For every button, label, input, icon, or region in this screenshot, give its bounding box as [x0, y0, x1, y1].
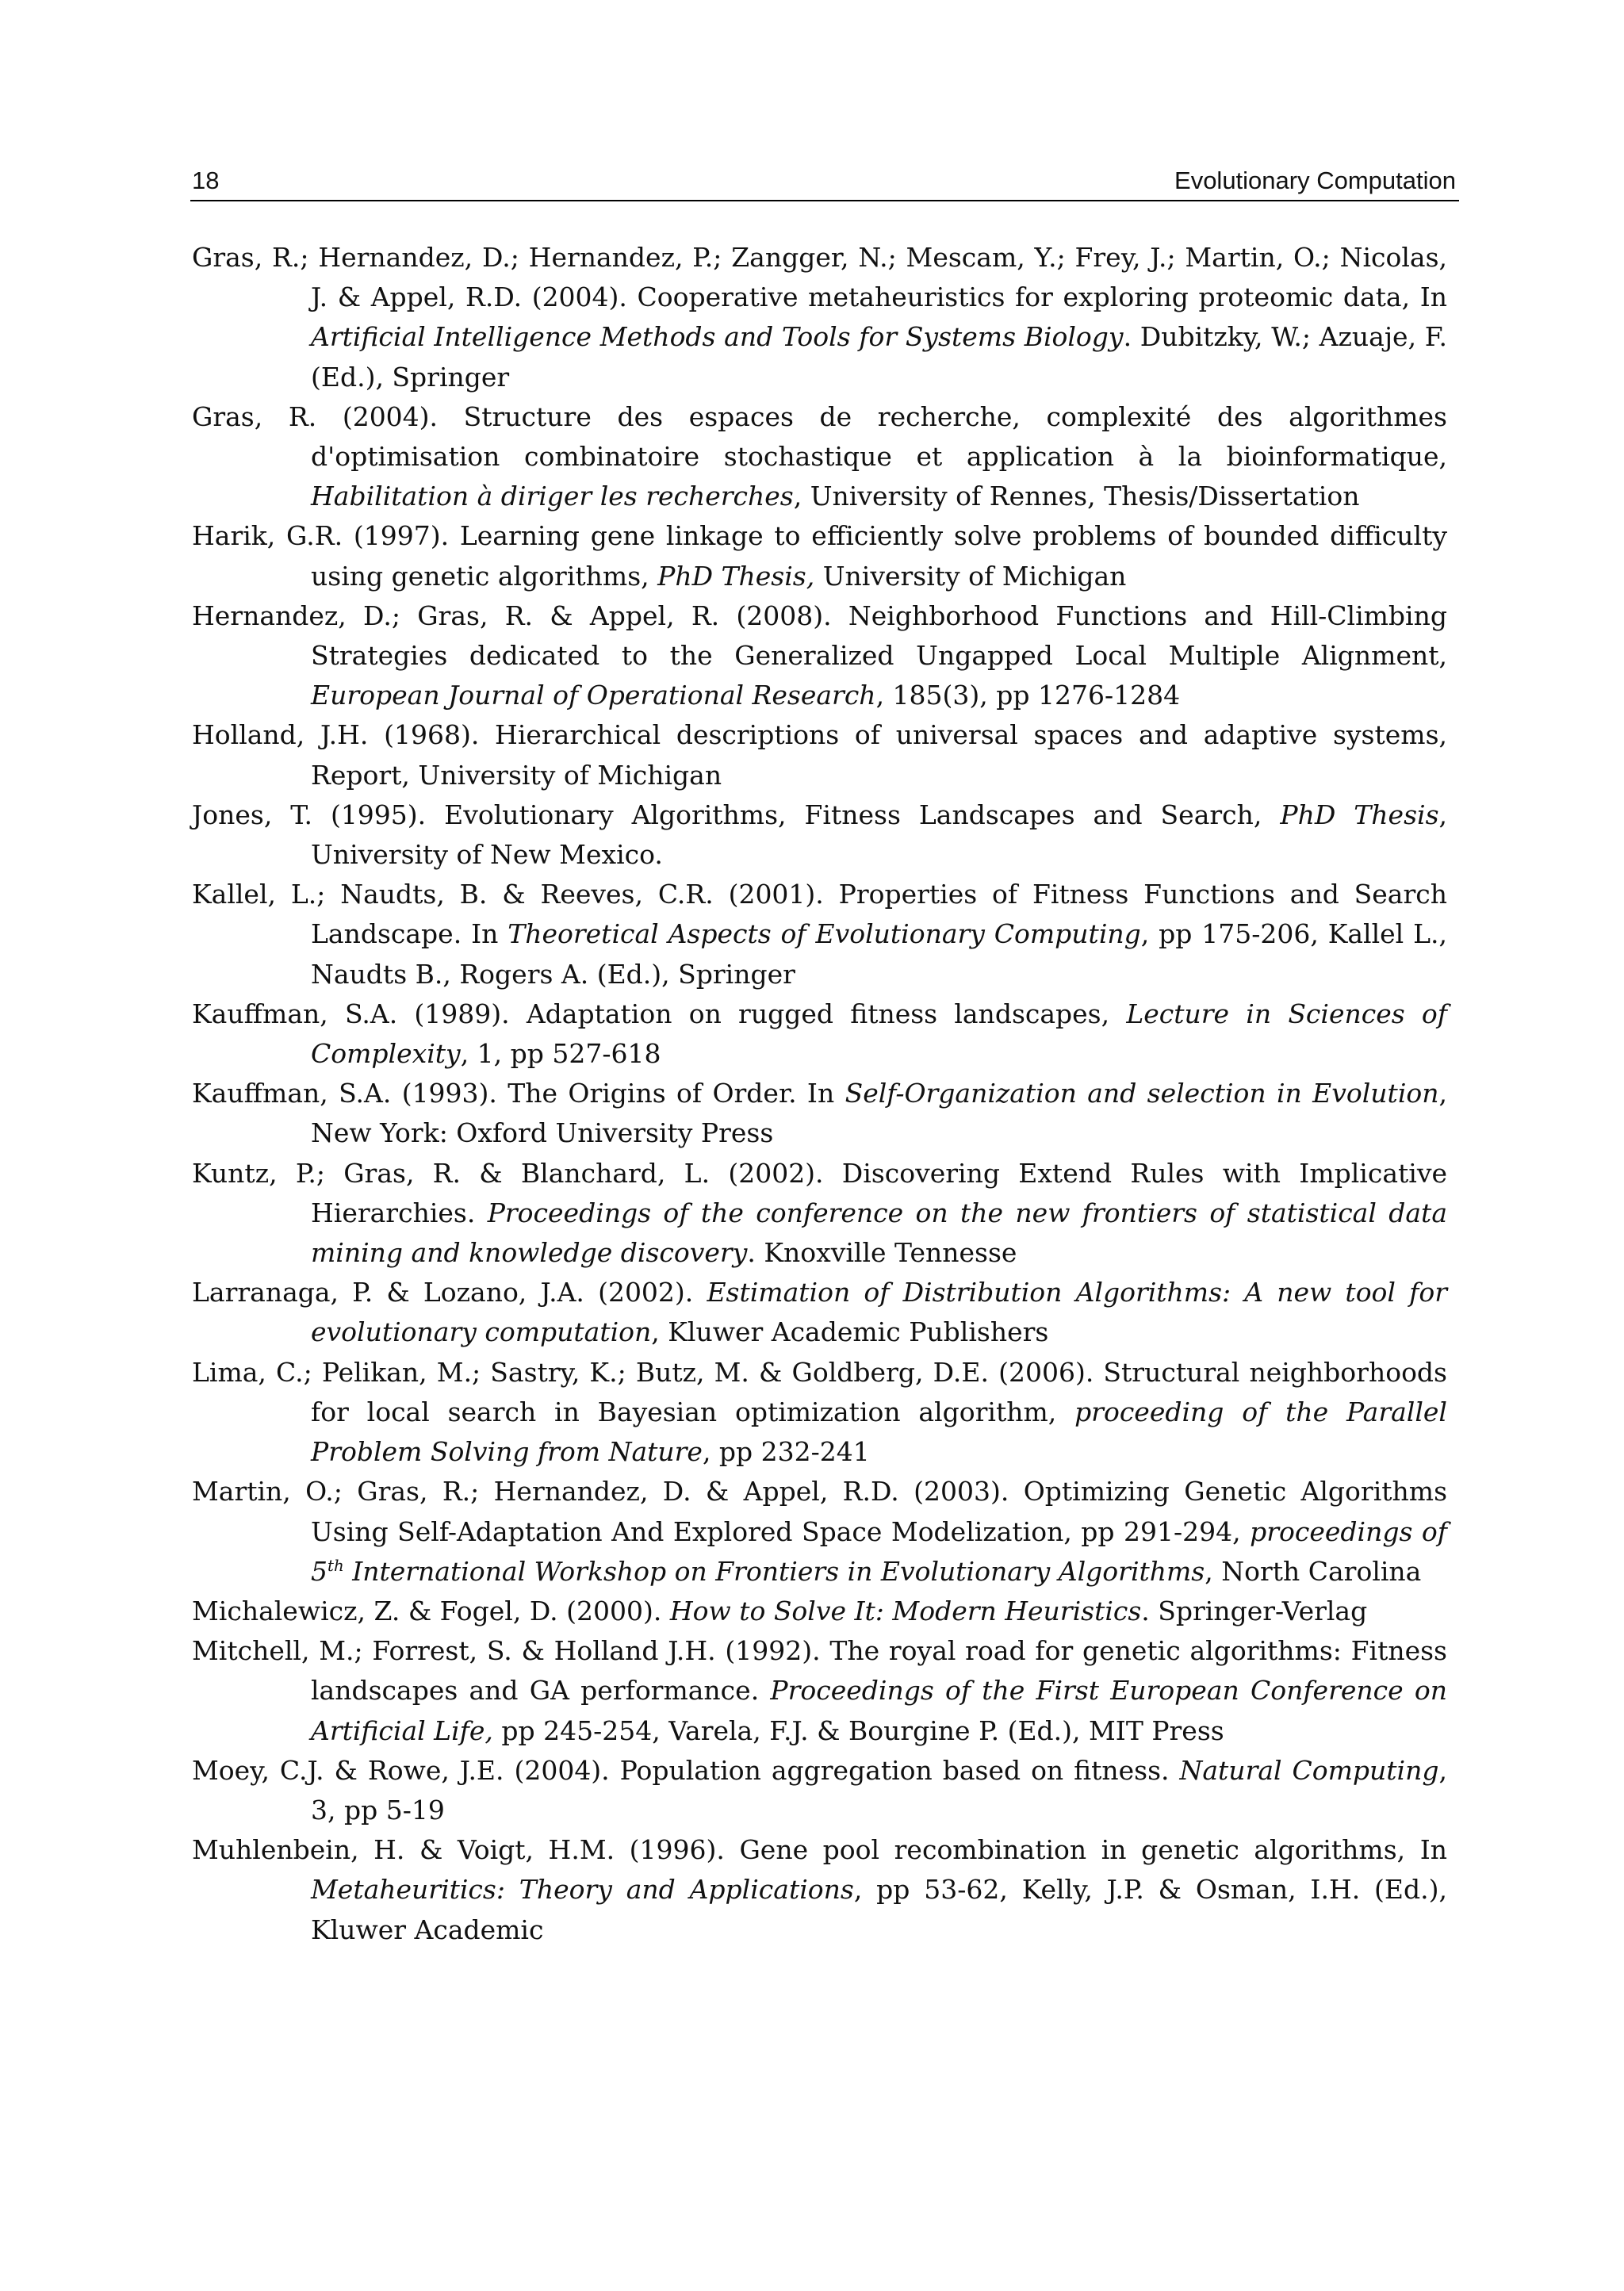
page-header — [190, 163, 1459, 201]
reference-italic-text: Habilitation à diriger les recherches — [311, 481, 794, 512]
reference-text: , New York: Oxford University Press — [311, 1078, 1447, 1149]
reference-text: , 1, pp 527-618 — [460, 1038, 661, 1070]
reference-text: , University of Rennes, Thesis/Dissertation — [793, 481, 1360, 512]
reference-text: , pp 232-241 — [702, 1436, 870, 1468]
reference-text: Moey, C.J. & Rowe, J.E. (2004). Population aggregation based on fitness. — [192, 1754, 1180, 1786]
reference-text: , 3, pp 5-19 — [311, 1754, 1447, 1826]
reference-entry — [192, 1830, 1447, 1950]
reference-entry — [192, 1353, 1447, 1473]
reference-entry — [192, 1154, 1447, 1274]
reference-text: , pp 53-62, Kelly, J.P. & Osman, I.H. (Ed.), Kluwer Academic — [311, 1874, 1447, 1945]
reference-text: Kuntz, P.; Gras, R. & Blanchard, L. (2002). Discovering Extend Rules with Implicative Hierarchies. — [192, 1157, 1447, 1228]
reference-italic-text: Artificial Intelligence Methods and Tools for Systems Biology — [311, 321, 1124, 353]
reference-entry — [192, 875, 1447, 994]
reference-text: Holland, J.H. (1968). Hierarchical descriptions of universal spaces and adaptive systems, Report, University of Michigan — [192, 719, 1447, 791]
reference-entry — [192, 1592, 1447, 1631]
reference-italic-text: PhD Thesis, — [657, 560, 815, 592]
reference-text: Martin, O.; Gras, R.; Hernandez, D. & Appel, R.D. (2003). Optimizing Genetic Algorithms Using Self-Adaptation And Explored Space Modelization, pp 291-294, — [192, 1476, 1447, 1547]
reference-text: Michalewicz, Z. & Fogel, D. (2000). — [192, 1595, 670, 1626]
reference-italic-text: Proceedings of the conference on the new frontiers of statistical data mining and knowledge discovery — [311, 1197, 1447, 1269]
reference-text: University of Michigan — [814, 560, 1127, 592]
reference-text: Gras, R.; Hernandez, D.; Hernandez, P.; Zangger, N.; Mescam, Y.; Frey, J.; Martin, O.; Nicolas, J. & Appel, R.D. (2004). Cooperative metaheuristics for exploring proteomic data, In — [192, 242, 1447, 313]
reference-italic-text: Proceedings of the First European Conference on Artificial Life, — [311, 1675, 1447, 1746]
reference-text: . Springer-Verlag — [1141, 1595, 1368, 1626]
running-title: Evolutionary Computation — [1174, 167, 1456, 194]
reference-entry — [192, 397, 1447, 517]
reference-italic-text: European Journal of Operational Research — [311, 680, 876, 711]
reference-italic-text: International Workshop on Frontiers in Evolutionary Algorithms — [343, 1555, 1205, 1587]
reference-text: Lima, C.; Pelikan, M.; Sastry, K.; Butz, M. & Goldberg, D.E. (2006). Structural neighborhoods for local search in Bayesian optimization algorithm, — [192, 1356, 1447, 1427]
reference-text: , pp 175-206, Kallel L., Naudts B., Rogers A. (Ed.), Springer — [311, 918, 1447, 990]
reference-text: Kauffman, S.A. (1989). Adaptation on rugged fitness landscapes, — [192, 998, 1127, 1029]
reference-italic-text — [327, 1557, 344, 1575]
reference-text: Larranaga, P. & Lozano, J.A. (2002). — [192, 1277, 707, 1308]
reference-italic-text: proceedings of 5 — [311, 1515, 1447, 1587]
reference-entry — [192, 238, 1447, 397]
reference-list — [192, 238, 1447, 1950]
reference-text: Harik, G.R. (1997). Learning gene linkage to efficiently solve problems of bounded difficulty using genetic algorithms, — [192, 520, 1447, 592]
reference-italic-text: Natural Computing — [1179, 1754, 1439, 1786]
reference-text: Gras, R. (2004). Structure des espaces de recherche, complexité des algorithmes d'optimisation combinatoire stochastique et application à la bioinformatique, — [192, 400, 1447, 473]
reference-text: Muhlenbein, H. & Voigt, H.M. (1996). Gene pool recombination in genetic algorithms, In — [192, 1834, 1447, 1866]
reference-text: Kallel, L.; Naudts, B. & Reeves, C.R. (2001). Properties of Fitness Functions and Search Landscape. In — [192, 879, 1447, 950]
reference-text: Mitchell, M.; Forrest, S. & Holland J.H. (1992). The royal road for genetic algorithms: Fitness landscapes and GA performance. — [192, 1635, 1447, 1707]
reference-text: . Dubitzky, W.; Azuaje, F. (Ed.), Springer — [311, 321, 1447, 393]
reference-entry — [192, 516, 1447, 596]
reference-italic-text: Self-Organization and selection in Evolution — [845, 1078, 1439, 1109]
reference-text: pp 245-254, Varela, F.J. & Bourgine P. (Ed.), MIT Press — [492, 1714, 1224, 1746]
reference-italic-text: Metaheuritics: Theory and Applications — [311, 1874, 854, 1906]
reference-italic-text: How to Solve It: Modern Heuristics — [669, 1595, 1142, 1626]
reference-text: , University of New Mexico. — [311, 799, 1448, 871]
reference-entry — [192, 1631, 1447, 1751]
reference-text: Hernandez, D.; Gras, R. & Appel, R. (2008). Neighborhood Functions and Hill-Climbing Strategies dedicated to the Generalized Ungapped Local Multiple Alignment, — [192, 600, 1447, 672]
reference-italic-text: Theoretical Aspects of Evolutionary Computing — [508, 918, 1141, 950]
reference-entry — [192, 1074, 1447, 1153]
reference-text: , 185(3), pp 1276-1284 — [875, 680, 1181, 711]
reference-text: , North Carolina — [1205, 1555, 1422, 1587]
reference-entry — [192, 994, 1447, 1074]
reference-italic-text: Estimation of Distribution Algorithms: A new tool for evolutionary computation — [311, 1277, 1447, 1348]
page-number: 18 — [192, 167, 220, 194]
reference-text: Kauffman, S.A. (1993). The Origins of Order. In — [192, 1078, 845, 1109]
reference-italic-text: proceeding of the Parallel Problem Solving from Nature — [311, 1396, 1447, 1468]
reference-entry — [192, 1751, 1447, 1830]
reference-entry — [192, 715, 1447, 795]
reference-entry — [192, 1472, 1447, 1592]
reference-entry — [192, 596, 1447, 716]
reference-entry — [192, 1273, 1447, 1352]
reference-text: , Kluwer Academic Publishers — [651, 1316, 1049, 1348]
reference-text: . Knoxville Tennesse — [747, 1237, 1017, 1269]
reference-superscript: th — [327, 1556, 344, 1575]
reference-italic-text: PhD Thesis — [1280, 799, 1439, 830]
reference-text: Jones, T. (1995). Evolutionary Algorithms, Fitness Landscapes and Search, — [192, 799, 1281, 830]
reference-italic-text: Lecture in Sciences of Complexity — [311, 998, 1447, 1070]
reference-entry — [192, 795, 1447, 875]
